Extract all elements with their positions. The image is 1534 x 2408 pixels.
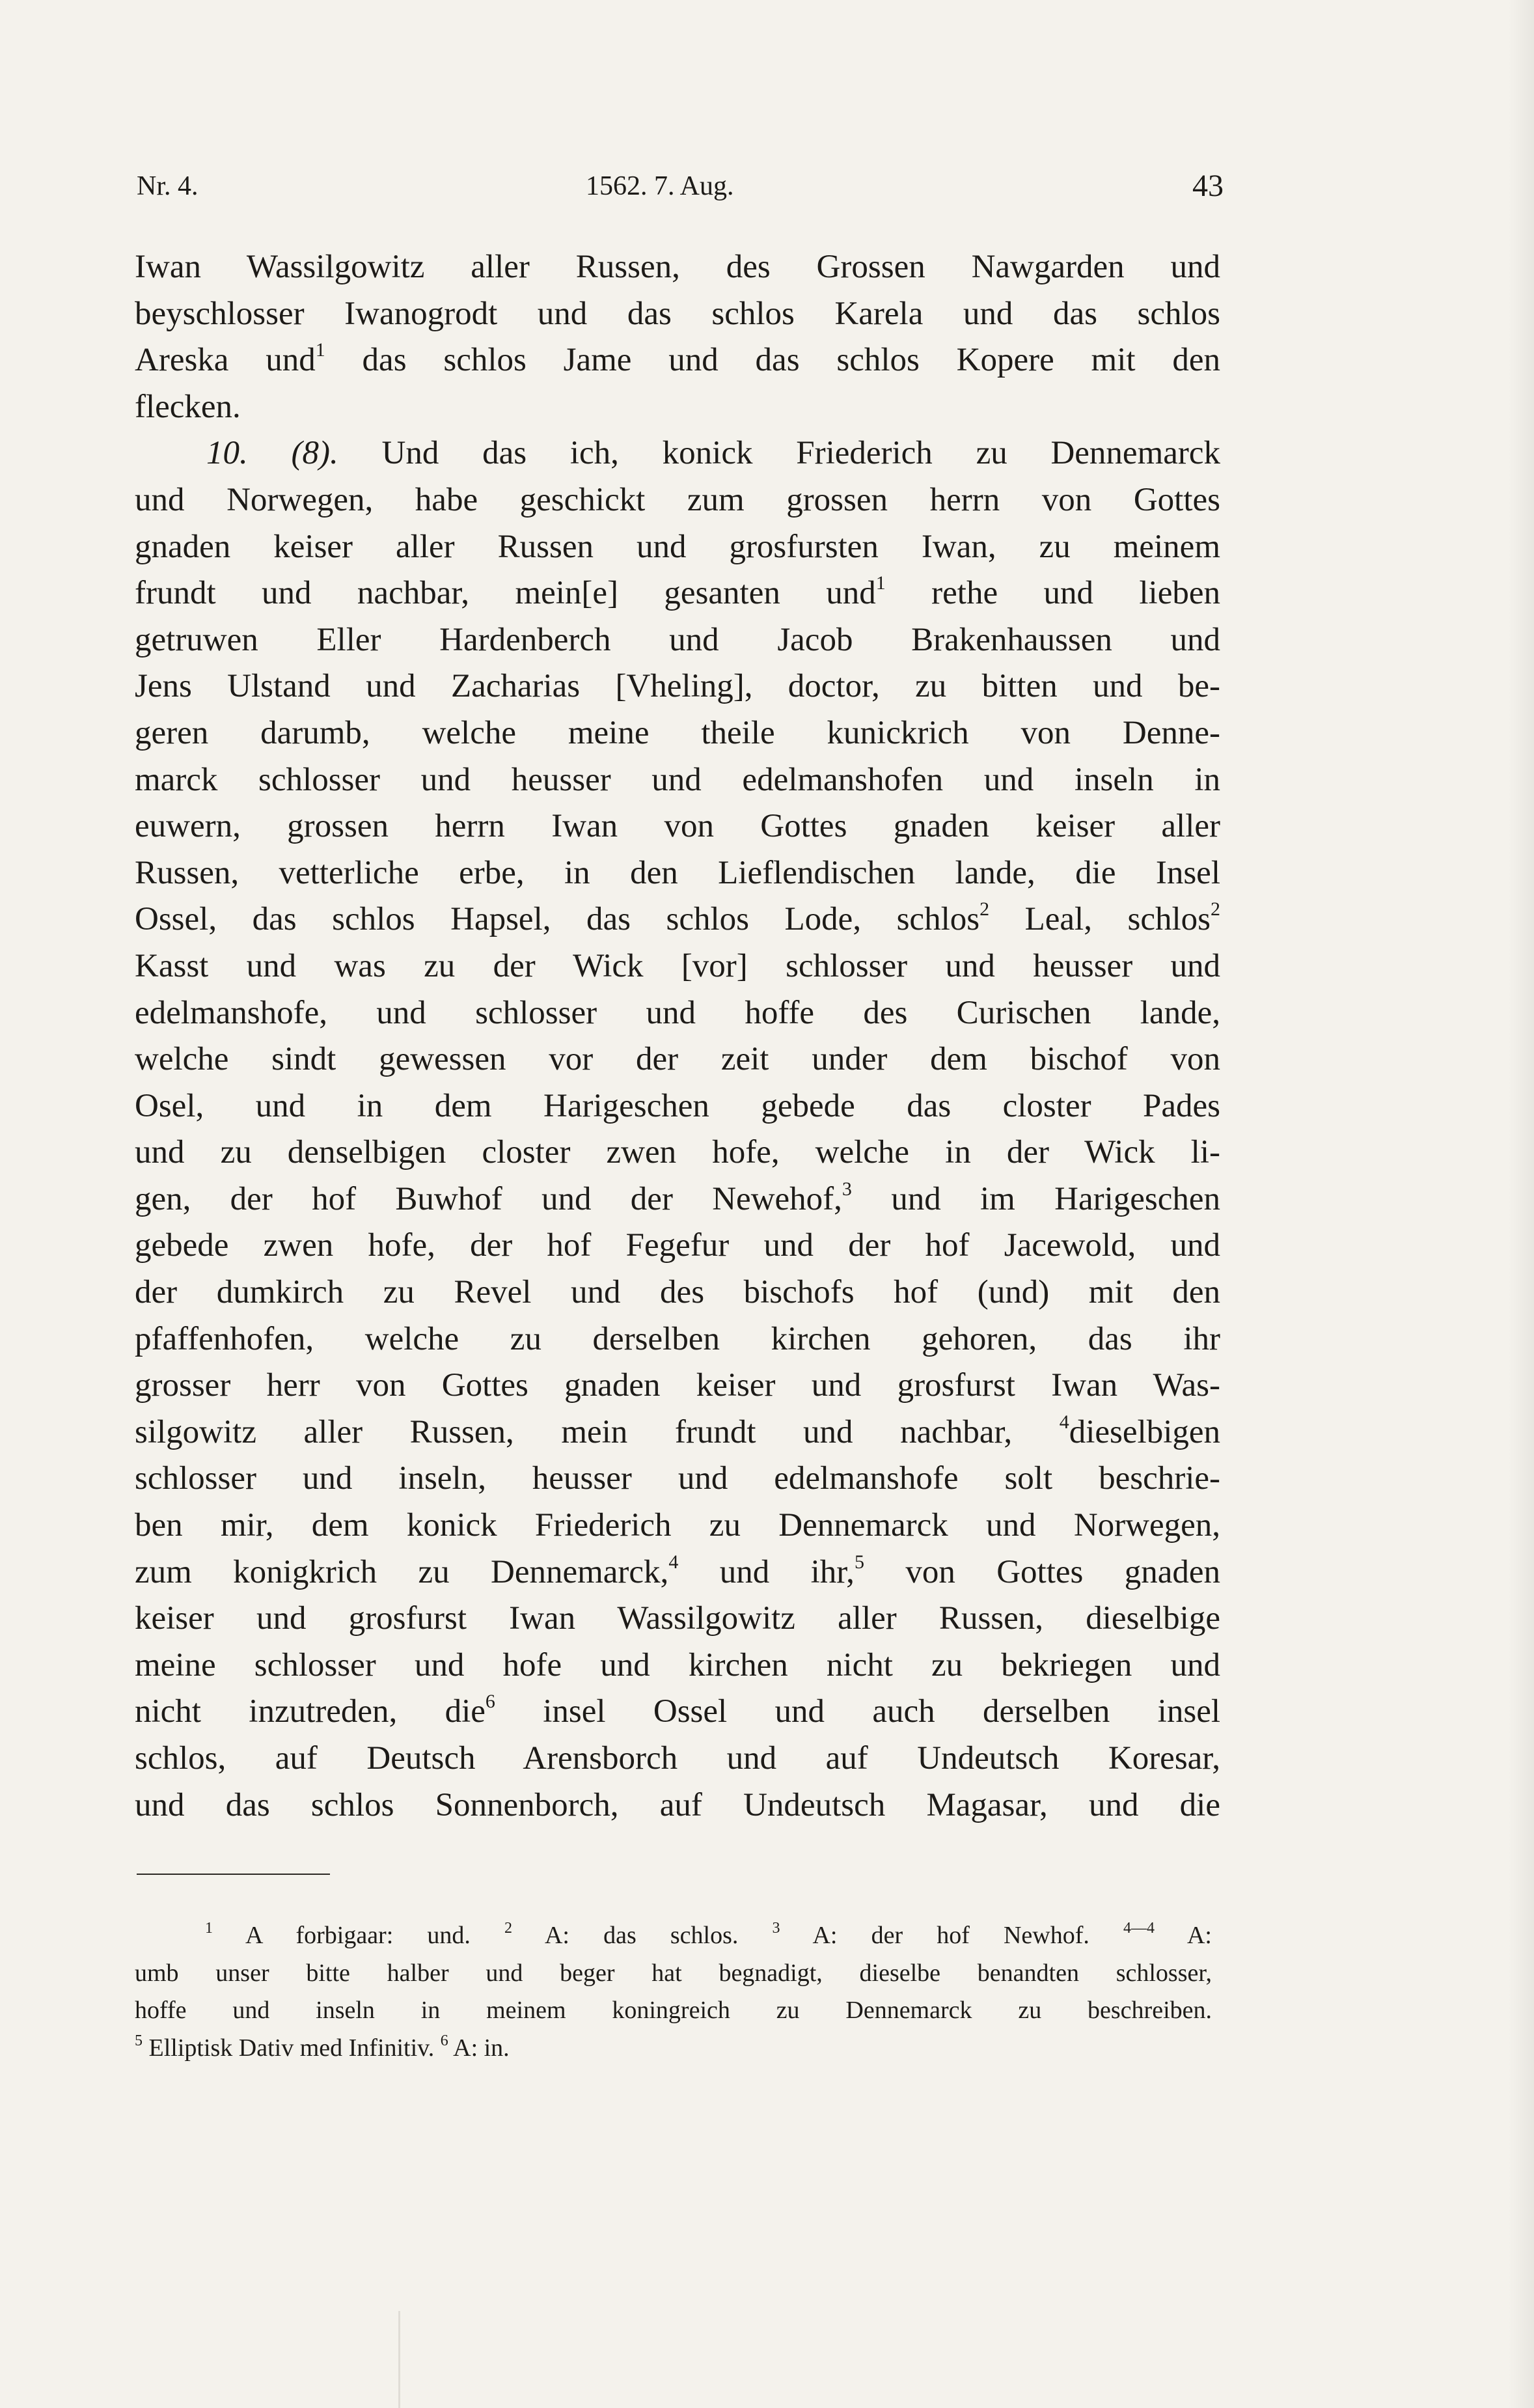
text-line: marck schlosser und heusser und edelmanshofen und inseln in [135, 761, 1220, 798]
footnote-marker: 3 [772, 1920, 780, 1937]
page-edge-shadow [1508, 0, 1534, 2408]
text-line: Areska und$^1$ das schlos Jame und das schlos Kopere mit den [135, 339, 1220, 379]
footnote-ref[interactable]: 2 [1210, 898, 1220, 920]
text-line: pfaffenhofen, welche zu derselben kirchen gehoren, das ihr [135, 1320, 1220, 1357]
header-section-number: Nr. 4. [137, 171, 199, 201]
text-line: ben mir, dem konick Friederich zu Dennemarck und Norwegen, [135, 1507, 1220, 1544]
text-line: schlos, auf Deutsch Arensborch und auf Undeutsch Koresar, [135, 1740, 1220, 1777]
footnote-ref[interactable]: 3 [842, 1178, 852, 1200]
text-line: und das schlos Sonnenborch, auf Undeutsch Magasar, und die [135, 1786, 1220, 1823]
footnote-marker: 6 [440, 2032, 448, 2049]
footnote-line: hoffe und inseln in meinem koningreich zu Dennemarck zu beschreiben. [135, 1997, 1212, 2024]
text-line: gebede zwen hofe, der hof Fegefur und der hof Jacewold, und [135, 1227, 1220, 1264]
running-header [137, 171, 1224, 210]
text-line: und Norwegen, habe geschickt zum grossen herrn von Gottes [135, 481, 1220, 518]
text-line: Jens Ulstand und Zacharias [Vheling], doctor, zu bitten und be- [135, 668, 1220, 705]
text-line: frundt und nachbar, mein[e] gesanten und$^1$ rethe und lieben [135, 572, 1220, 612]
text-line: und zu denselbigen closter zwen hofe, welche in der Wick li- [135, 1134, 1220, 1171]
document-number-alt: (8). [291, 435, 338, 472]
footnote-line: $^5$ Elliptisk Dativ med Infinitiv. $^6$ A: in. [135, 2032, 510, 2062]
text-line: meine schlosser und hofe und kirchen nicht zu bekriegen und [135, 1646, 1220, 1683]
text-line: keiser und grosfurst Iwan Wassilgowitz aller Russen, dieselbige [135, 1600, 1220, 1637]
footnote-ref[interactable]: 6 [485, 1691, 495, 1713]
text-line: zum konigkrich zu Dennemarck,$^4$ und ihr,$^5$ von Gottes gnaden [135, 1551, 1220, 1590]
footnote-ref[interactable]: 1 [875, 572, 886, 594]
text-line: Iwan Wassilgowitz aller Russen, des Grossen Nawgarden und [135, 249, 1220, 285]
text-line: der dumkirch zu Revel und des bischofs hof (und) mit den [135, 1274, 1220, 1311]
text-line: Russen, vetterliche erbe, in den Lieflendischen lande, die Insel [135, 854, 1220, 891]
footnote-marker: 2 [504, 1920, 512, 1937]
footnote-marker: 5 [135, 2032, 143, 2049]
footnote-ref[interactable]: 1 [315, 339, 325, 361]
text-line: grosser herr von Gottes gnaden keiser und grosfurst Iwan Was- [135, 1367, 1220, 1404]
document-number: 10. [206, 435, 248, 472]
text-line: Ossel, das schlos Hapsel, das schlos Lode, schlos$^2$ Leal, schlos$^2$ [135, 898, 1220, 938]
scan-artifact-line [398, 2311, 400, 2408]
text-line: geren darumb, welche meine theile kunickrich von Denne- [135, 714, 1220, 751]
text-line: Osel, und in dem Harigeschen gebede das closter Pades [135, 1087, 1220, 1124]
footnote-ref[interactable]: 4 [668, 1551, 679, 1573]
text-line: beyschlosser Iwanogrodt und das schlos Karela und das schlos [135, 295, 1220, 332]
footnote-ref[interactable]: 5 [854, 1551, 864, 1573]
text-line: getruwen Eller Hardenberch und Jacob Brakenhaussen und [135, 621, 1220, 658]
footnote-ref[interactable]: 4 [1059, 1411, 1069, 1433]
text-line: nicht inzutreden, die$^6$ insel Ossel und auch derselben insel [135, 1691, 1220, 1730]
text-line: silgowitz aller Russen, mein frundt und nachbar, $^4$dieselbigen [135, 1411, 1220, 1450]
text-line: 10. (8). Und das ich, konick Friederich zu Dennemarck [206, 435, 1220, 472]
header-date: 1562. 7. Aug. [586, 171, 734, 201]
text-line: welche sindt gewessen vor der zeit under dem bischof von [135, 1041, 1220, 1078]
footnote-ref[interactable]: 2 [979, 898, 990, 920]
text-line: flecken. [135, 388, 241, 425]
footnote-marker: 4—4 [1123, 1920, 1155, 1937]
footnote-line: umb unser bitte halber und beger hat begnadigt, dieselbe benandten schlosser, [135, 1959, 1212, 1987]
text-line: gen, der hof Buwhof und der Newehof,$^3$ und im Harigeschen [135, 1178, 1220, 1217]
text-line: edelmanshofe, und schlosser und hoffe des Curischen lande, [135, 994, 1220, 1031]
page-number: 43 [1192, 169, 1224, 203]
main-text [135, 244, 1220, 1829]
text-line: schlosser und inseln, heusser und edelmanshofe solt beschrie- [135, 1460, 1220, 1497]
footnote-marker: 1 [205, 1920, 213, 1937]
footnotes [135, 1917, 1212, 2067]
text-line: gnaden keiser aller Russen und grosfursten Iwan, zu meinem [135, 528, 1220, 565]
footnote-line: $^1$ A forbigaar: und. $^2$ A: das schlos. $^3$ A: der hof Newhof. $^{4—4}$ A: [205, 1920, 1212, 1949]
text-line: euwern, grossen herrn Iwan von Gottes gnaden keiser aller [135, 808, 1220, 845]
text-line: Kasst und was zu der Wick [vor] schlosser und heusser und [135, 947, 1220, 984]
footnote-divider [137, 1874, 330, 1875]
